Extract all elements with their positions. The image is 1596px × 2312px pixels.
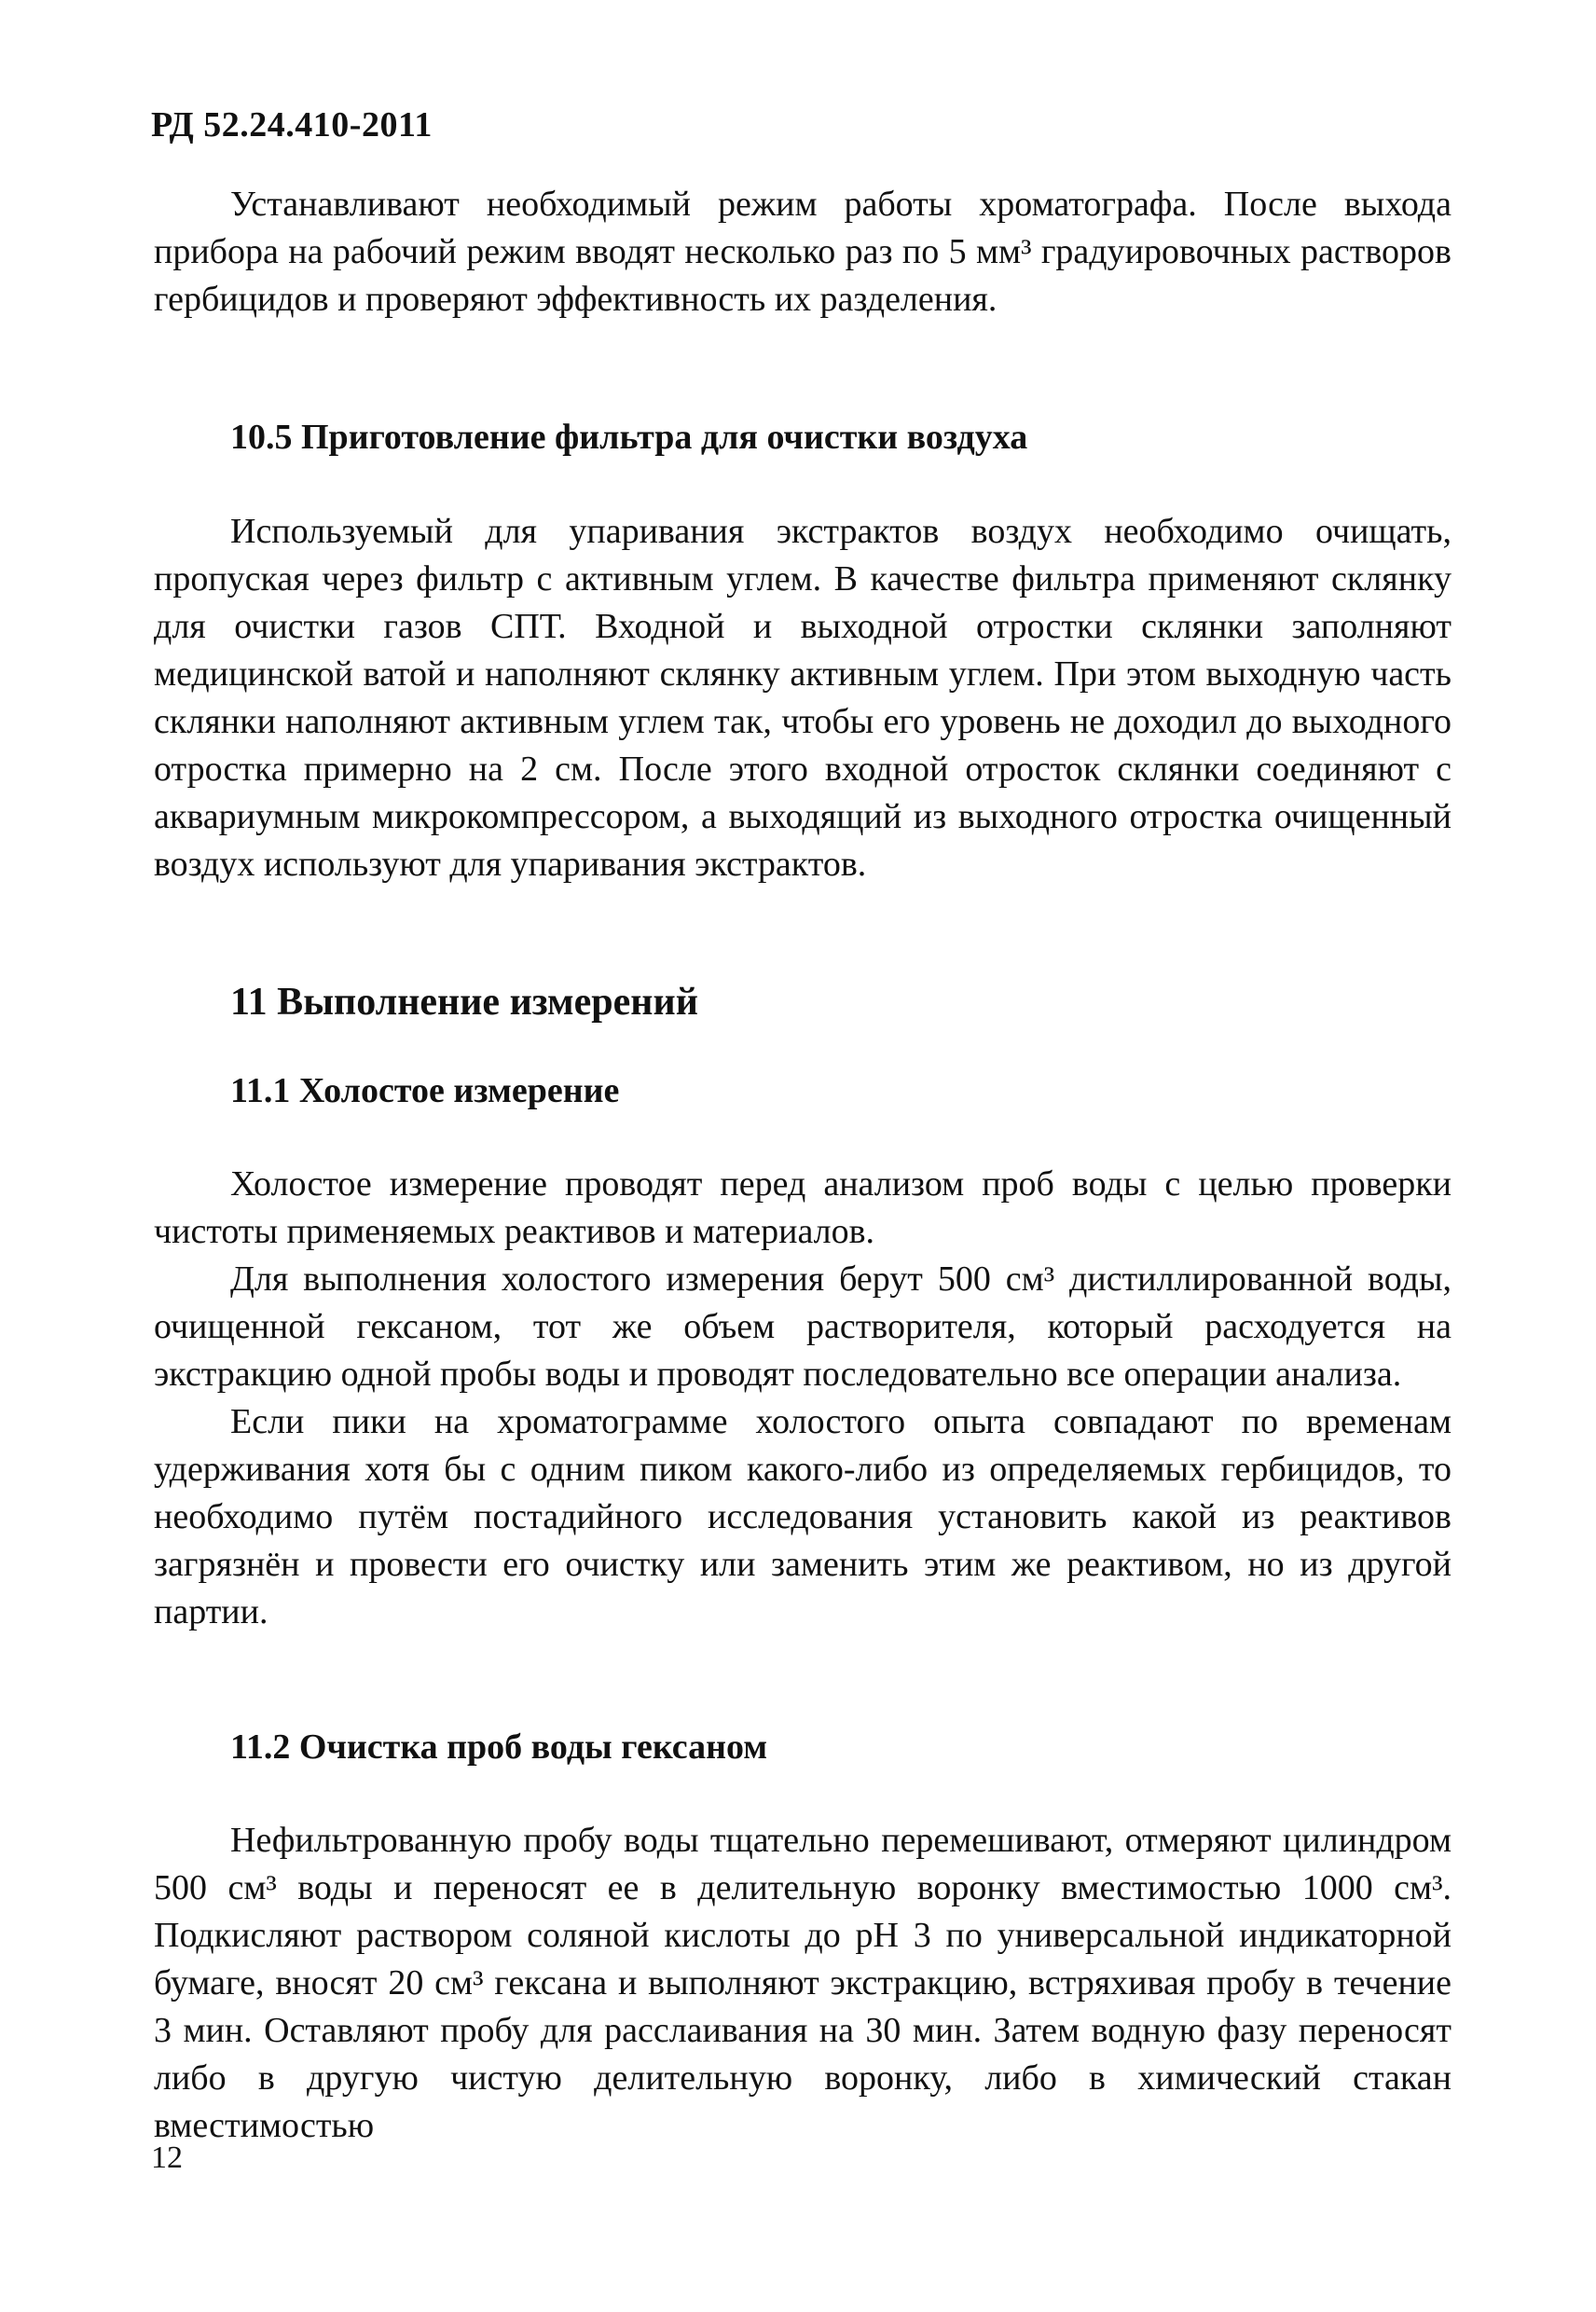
document-code: РД 52.24.410-2011 (151, 105, 433, 144)
section-blank-measurement (154, 1161, 1452, 1636)
heading-11: 11 Выполнение измерений (230, 981, 698, 1024)
page-number: 12 (151, 2140, 183, 2175)
paragraph-text: Нефильтрованную пробу воды тщательно перемешивают, отмеряют цилиндром 500 см³ воды и переносят ее в делительную воронку вместимостью 1000 см³. Подкисляют раствором соляной кислоты до pH 3 по универсальной индикаторной бумаге, вносят 20 см³ гексана и выполняют экстракцию, встряхивая пробу в течение 3 мин. Оставляют пробу для расслаивания на 30 мин. Затем водную фазу переносят либо в другую чистую делительную воронку, либо в химический стакан вместимостью (154, 1821, 1452, 2145)
paragraph-chromatograph-mode (154, 181, 1452, 323)
heading-10-5: 10.5 Приготовление фильтра для очистки воздуха (230, 418, 1028, 457)
heading-11-1: 11.1 Холостое измерение (230, 1071, 620, 1110)
paragraph-hexane-cleaning (154, 1817, 1452, 2150)
paragraph-air-filter (154, 508, 1452, 888)
paragraph-text: Если пики на хроматограмме холостого опыта совпадают по временам удерживания хотя бы с одним пиком какого-либо из определяемых гербицидов, то необходимо путём постадийного исследования установить какой из реактивов загрязнён и провести его очистку или заменить этим же реактивом, но из другой партии. (154, 1402, 1452, 1631)
paragraph-text: Используемый для упаривания экстрактов воздух необходимо очищать, пропуская через фильтр с активным углем. В качестве фильтра применяют склянку для очистки газов СПТ. Входной и выходной отростки склянки заполняют медицинской ватой и наполняют склянку активным углем. При этом выходную часть склянки наполняют активным углем так, чтобы его уровень не доходил до выходного отростка примерно на 2 см. После этого входной отросток склянки соединяют с аквариумным микрокомпрессором, а выходящий из выходного отростка очищенный воздух используют для упаривания экстрактов. (154, 512, 1452, 884)
paragraph-text: Для выполнения холостого измерения берут 500 см³ дистиллированной воды, очищенной гексаном, тот же объем растворителя, который расходуется на экстракцию одной пробы воды и проводят последовательно все операции анализа. (154, 1259, 1452, 1394)
heading-11-2: 11.2 Очистка проб воды гексаном (230, 1727, 768, 1767)
paragraph-text: Холостое измерение проводят перед анализом проб воды с целью проверки чистоты применяемых реактивов и материалов. (154, 1164, 1452, 1251)
paragraph-text: Устанавливают необходимый режим работы хроматографа. После выхода прибора на рабочий режим вводят несколько раз по 5 мм³ градуировочных растворов гербицидов и проверяют эффективность их разделения. (154, 185, 1452, 319)
